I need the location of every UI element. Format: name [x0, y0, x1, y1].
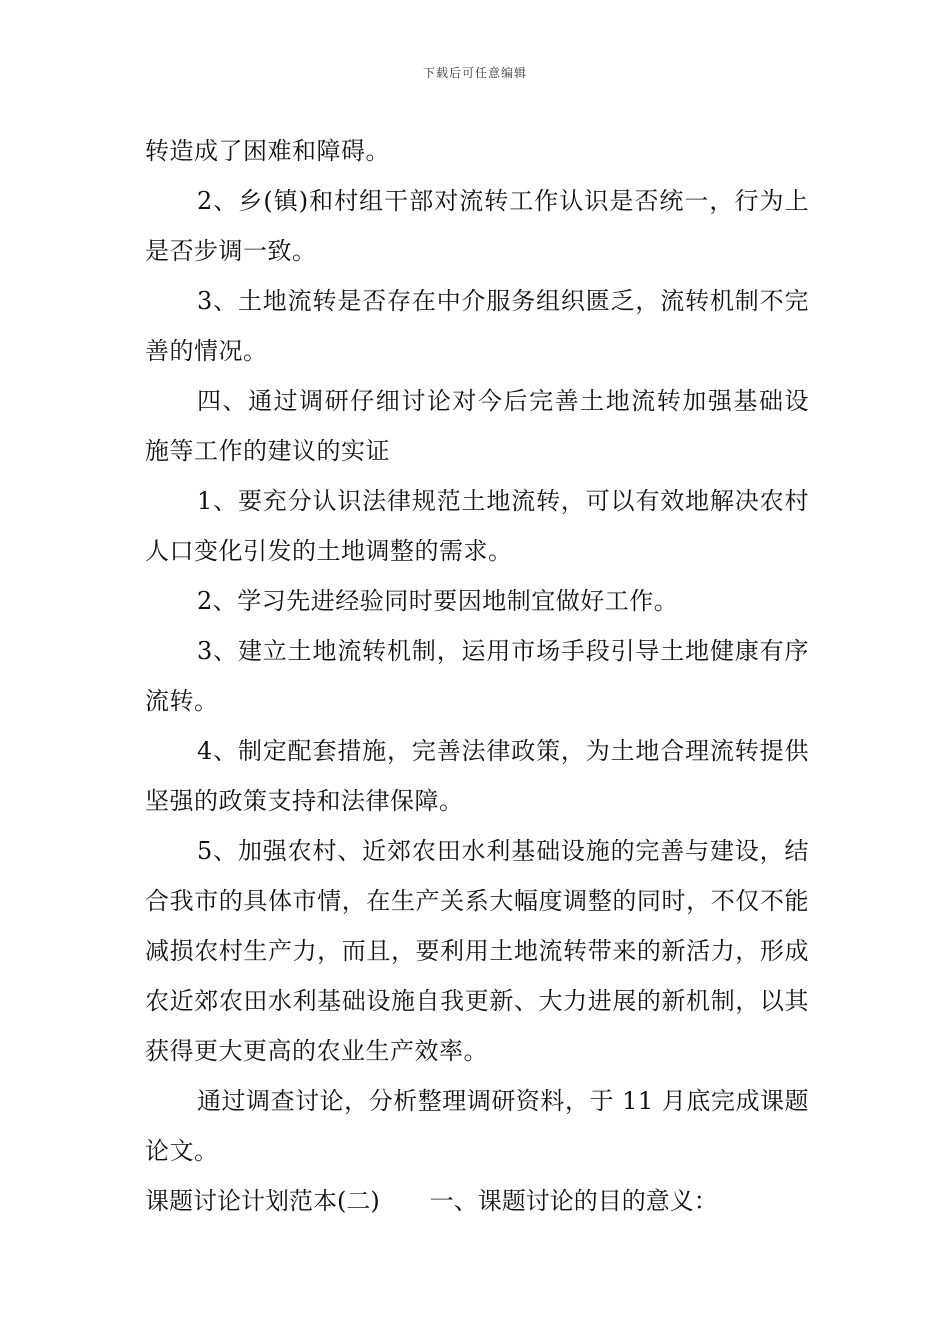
section-title: 一、课题讨论的目的意义：: [429, 1187, 718, 1215]
paragraph: 2、乡(镇)和村组干部对流转工作认识是否统一，行为上是否步调一致。: [145, 187, 809, 265]
document-body: [145, 126, 809, 1226]
section-heading: 四、通过调研仔细讨论对今后完善土地流转加强基础设施等工作的建议的实证: [145, 387, 809, 465]
paragraph: 3、土地流转是否存在中介服务组织匮乏，流转机制不完善的情况。: [145, 287, 809, 365]
paragraph: 1、要充分认识法律规范土地流转，可以有效地解决农村人口变化引发的土地调整的需求。: [145, 487, 809, 565]
paragraph: 转造成了困难和障碍。: [145, 137, 390, 165]
paragraph: 4、制定配套措施，完善法律政策，为土地合理流转提供坚强的政策支持和法律保障。: [145, 737, 809, 815]
paragraph: 5、加强农村、近郊农田水利基础设施的完善与建设，结合我市的具体市情，在生产关系大幅度调整的同时，不仅不能减损农村生产力，而且，要利用土地流转带来的新活力，形成农近郊农田水利基础设施自我更新、大力进展的新机制，以其获得更大更高的农业生产效率。: [145, 837, 809, 1065]
paragraph: 3、建立土地流转机制，运用市场手段引导土地健康有序流转。: [145, 637, 809, 715]
page-header: 下载后可任意编辑: [422, 66, 527, 80]
document-title: 课题讨论计划范本(二): [145, 1187, 380, 1215]
paragraph: 通过调查讨论，分析整理调研资料，于 11 月底完成课题论文。: [145, 1087, 809, 1165]
next-document-heading: [145, 1176, 809, 1226]
paragraph: 2、学习先进经验同时要因地制宜做好工作。: [197, 587, 679, 615]
